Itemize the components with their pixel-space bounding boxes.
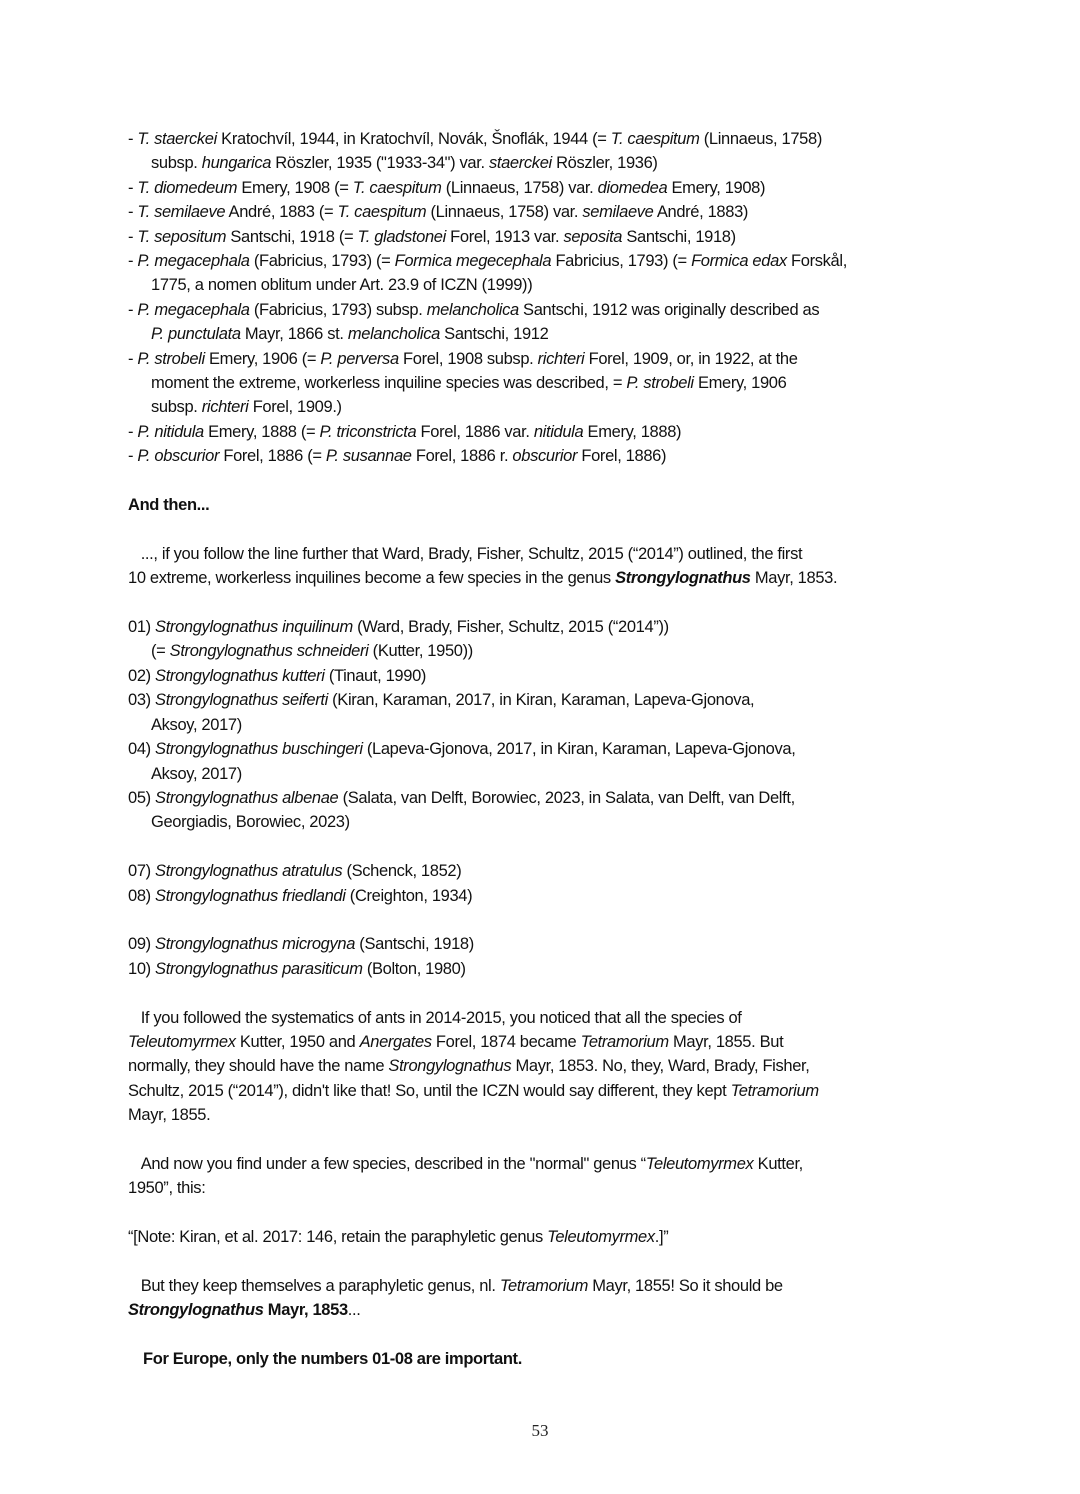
list-item: [128, 176, 958, 200]
taxon-name: Anergates: [359, 1032, 432, 1051]
document-page: [128, 127, 958, 1372]
taxon-name: Formica megecephala: [394, 252, 552, 271]
taxon-name: T. caespitum: [352, 178, 442, 197]
taxon-name: T. semilaeve: [137, 203, 226, 222]
text-line: [128, 1152, 958, 1176]
text-line: [128, 273, 958, 297]
text-run: -: [128, 422, 138, 441]
text-line: [128, 542, 958, 566]
text-run: Emery, 1906 (=: [204, 349, 321, 368]
text-run: -: [128, 227, 138, 246]
taxon-name: staerckei: [488, 154, 552, 173]
taxon-name: Strongylognathus inquilinum: [155, 618, 353, 637]
text-run: Kutter,: [753, 1154, 803, 1173]
taxon-name: Tetramorium: [499, 1276, 588, 1295]
text-run: Forskål,: [786, 252, 847, 271]
text-run: Kratochvíl, 1944, in Kratochvíl, Novák, Šnoflák, 1944 (=: [216, 130, 611, 148]
text-line: [128, 225, 958, 249]
taxon-name: melancholica: [426, 300, 519, 319]
text-run: (Santschi, 1918): [355, 935, 474, 954]
text-run: (Kiran, Karaman, 2017, in Kiran, Karaman, Lapeva-Gjonova,: [327, 691, 755, 710]
taxon-name: melancholica: [347, 325, 440, 344]
page-number: 53: [531, 1421, 549, 1440]
taxon-name: diomedea: [597, 178, 668, 197]
taxon-name: T. gladstonei: [357, 227, 446, 246]
list-item: [128, 615, 958, 664]
taxon-name: semilaeve: [582, 203, 654, 222]
text-run: -: [128, 252, 138, 271]
text-run: .: [833, 569, 838, 588]
text-line: [128, 762, 958, 786]
text-run: -: [128, 447, 138, 466]
text-run: But they keep themselves a paraphyletic genus, nl.: [128, 1276, 500, 1295]
list-item: [128, 688, 958, 737]
species-group: [128, 932, 958, 981]
text-run: Emery, 1888 (=: [203, 422, 320, 441]
text-line: [128, 1030, 958, 1054]
text-line: [128, 957, 958, 981]
text-run: Mayr, 1853: [750, 569, 833, 588]
paragraph-and-now: [128, 1152, 958, 1201]
text-run: André, 1883): [653, 203, 749, 222]
text-line: [128, 347, 958, 371]
paragraph-note: [128, 1225, 958, 1249]
text-run: (Tinaut, 1990): [324, 666, 427, 685]
text-run: Forel, 1874 became: [431, 1032, 581, 1051]
text-run: Forel, 1886 var.: [416, 422, 534, 441]
text-run: Röszler, 1935 ("1933-34") var.: [271, 154, 489, 173]
text-line: [128, 1298, 958, 1322]
text-run: Forel, 1908 subsp.: [398, 349, 538, 368]
text-run: -: [128, 130, 138, 148]
taxon-name: obscurior: [512, 447, 578, 466]
species-group: [128, 615, 958, 835]
text-line: [128, 395, 958, 419]
list-item: [128, 127, 958, 176]
taxon-name: P. susannae: [325, 447, 412, 466]
taxon-name: P. punctulata: [151, 325, 241, 344]
text-run: -: [128, 349, 138, 368]
text-run: Mayr, 1853: [263, 1301, 348, 1320]
taxon-name: richteri: [537, 349, 585, 368]
text-run: 02): [128, 666, 156, 685]
list-item: [128, 225, 958, 249]
taxon-name: P. obscurior: [137, 447, 220, 466]
taxon-name: P. perversa: [320, 349, 399, 368]
species-group: [128, 859, 958, 908]
text-line: [128, 1103, 958, 1127]
text-line: [128, 713, 958, 737]
list-item: [128, 957, 958, 981]
text-line: [128, 688, 958, 712]
text-run: 10): [128, 959, 156, 978]
text-run: Mayr, 1855.: [128, 1106, 211, 1125]
text-run: Mayr, 1855! So it should be: [587, 1276, 783, 1295]
text-run: Santschi, 1918): [622, 227, 736, 246]
text-run: (Fabricius, 1793) subsp.: [249, 300, 427, 319]
taxon-name: T. diomedeum: [137, 178, 238, 197]
taxon-name: Teleutomyrmex: [547, 1228, 655, 1247]
text-run: Schultz, 2015 (“2014”), didn't like that! So, until the ICZN would say different, they kept: [128, 1081, 731, 1100]
text-run: Emery, 1906: [693, 374, 787, 393]
taxon-name: Strongylognathus parasiticum: [155, 959, 363, 978]
text-run: Forel, 1909, or, in 1922, at the: [584, 349, 798, 368]
text-line: [128, 786, 958, 810]
text-run: Santschi, 1912: [439, 325, 549, 344]
text-run: .]”: [654, 1228, 669, 1247]
list-item: [128, 786, 958, 835]
text-run: Santschi, 1918 (=: [226, 227, 358, 246]
taxon-name: richteri: [201, 398, 249, 417]
list-item: [128, 664, 958, 688]
text-line: [128, 810, 958, 834]
text-line: [128, 371, 958, 395]
text-line: [128, 884, 958, 908]
text-run: Mayr, 1866 st.: [240, 325, 348, 344]
text-run: Fabricius, 1793) (=: [551, 252, 692, 271]
text-line: [128, 566, 958, 590]
text-run: (Bolton, 1980): [362, 959, 466, 978]
text-run: 10 extreme, workerless inquilines become a few species in the genus: [128, 569, 616, 588]
text-line: [128, 932, 958, 956]
text-run: (Fabricius, 1793) (=: [249, 252, 395, 271]
text-run: normally, they should have the name: [128, 1057, 389, 1076]
text-line: [128, 444, 958, 468]
text-run: Georgiadis, Borowiec, 2023): [151, 813, 350, 832]
text-line: [128, 200, 958, 224]
paragraph-systematics: [128, 1006, 958, 1128]
list-item: [128, 249, 958, 298]
text-line: [128, 1176, 958, 1200]
text-run: Forel, 1913 var.: [445, 227, 564, 246]
text-run: Aksoy, 2017): [151, 715, 242, 734]
heading-and-then: And then...: [128, 496, 210, 515]
text-line: [128, 1225, 958, 1249]
text-run: (Linnaeus, 1758): [699, 130, 822, 148]
text-run: 1950”, this:: [128, 1179, 206, 1198]
taxon-name: Teleutomyrmex: [645, 1154, 754, 1173]
list-item: [128, 737, 958, 786]
text-line: [128, 1054, 958, 1078]
taxon-name: Tetramorium: [730, 1081, 819, 1100]
text-run: Emery, 1888): [583, 422, 682, 441]
list-item: [128, 884, 958, 908]
taxon-name: Teleutomyrmex: [128, 1032, 236, 1051]
intro-paragraph: [128, 542, 958, 591]
text-line: [128, 615, 958, 639]
text-run: Mayr, 1855. But: [668, 1032, 784, 1051]
text-run: Aksoy, 2017): [151, 764, 242, 783]
text-run: -: [128, 203, 138, 222]
taxon-name: Strongylognathus albenae: [155, 788, 339, 807]
text-run: If you followed the systematics of ants in 2014-2015, you noticed that all the species of: [128, 1008, 742, 1027]
text-run: (Salata, van Delft, Borowiec, 2023, in Salata, van Delft, van Delft,: [338, 788, 795, 807]
text-run: Santschi, 1912 was originally described as: [518, 300, 820, 319]
text-run: (Kutter, 1950)): [368, 642, 473, 661]
taxon-name: Strongylognathus: [128, 1301, 264, 1320]
text-run: “[Note: Kiran, et al. 2017: 146, retain the paraphyletic genus: [128, 1228, 548, 1247]
text-line: [128, 1079, 958, 1103]
list-item: [128, 932, 958, 956]
text-line: [128, 664, 958, 688]
taxon-name: P. strobeli: [626, 374, 694, 393]
text-line: [128, 1274, 958, 1298]
taxon-name: T. staerckei: [137, 130, 217, 148]
text-run: 07): [128, 862, 156, 881]
text-run: -: [128, 178, 138, 197]
taxon-name: seposita: [563, 227, 623, 246]
text-line: [128, 298, 958, 322]
taxon-name: Tetramorium: [580, 1032, 669, 1051]
taxon-name: T. caespitum: [337, 203, 427, 222]
text-run: ..., if you follow the line further that Ward, Brady, Fisher, Schultz, 2015 (“2014”) outlined, the first: [128, 544, 803, 563]
text-run: (Creighton, 1934): [345, 886, 473, 905]
text-run: Röszler, 1936): [551, 154, 658, 173]
text-run: -: [128, 300, 138, 319]
taxon-name: T. sepositum: [137, 227, 227, 246]
text-run: (Schenck, 1852): [342, 862, 462, 881]
taxon-name: hungarica: [201, 154, 272, 173]
taxon-name: P. strobeli: [137, 349, 205, 368]
text-run: 04): [128, 740, 156, 759]
text-line: [128, 127, 958, 151]
taxon-name: P. nitidula: [137, 422, 204, 441]
text-run: Kutter, 1950 and: [235, 1032, 360, 1051]
taxon-name: nitidula: [533, 422, 584, 441]
text-run: subsp.: [151, 398, 202, 417]
taxon-name: Strongylognathus friedlandi: [155, 886, 346, 905]
text-run: Emery, 1908 (=: [237, 178, 353, 197]
taxon-name: Formica edax: [691, 252, 787, 271]
list-item: [128, 298, 958, 347]
text-line: [128, 249, 958, 273]
text-run: Forel, 1886): [577, 447, 667, 466]
taxon-name: Strongylognathus buschingeri: [155, 740, 363, 759]
text-run: And now you find under a few species, described in the "normal" genus “: [128, 1154, 646, 1173]
text-run: moment the extreme, workerless inquiline species was described, =: [151, 374, 627, 393]
text-run: André, 1883 (=: [225, 203, 338, 222]
text-line: [128, 737, 958, 761]
taxon-name: Strongylognathus: [615, 569, 751, 588]
text-line: [128, 859, 958, 883]
text-line: [128, 1006, 958, 1030]
text-run: (Lapeva-Gjonova, 2017, in Kiran, Karaman, Lapeva-Gjonova,: [362, 740, 796, 759]
text-run: 09): [128, 935, 156, 954]
text-line: [128, 420, 958, 444]
synonym-list: [128, 127, 958, 469]
text-run: (=: [151, 642, 170, 661]
taxon-name: Strongylognathus atratulus: [155, 862, 343, 881]
taxon-name: Strongylognathus kutteri: [155, 666, 325, 685]
text-run: 05): [128, 788, 156, 807]
taxon-name: Strongylognathus microgyna: [155, 935, 356, 954]
text-run: Forel, 1886 r.: [411, 447, 513, 466]
paragraph-but: [128, 1274, 958, 1323]
text-line: [128, 322, 958, 346]
text-run: ...: [347, 1301, 361, 1320]
species-list: [128, 615, 958, 981]
text-run: (Ward, Brady, Fisher, Schultz, 2015 (“2014”)): [352, 618, 669, 637]
closing-statement: For Europe, only the numbers 01-08 are important.: [143, 1350, 522, 1369]
list-item: [128, 420, 958, 444]
taxon-name: Strongylognathus schneideri: [169, 642, 369, 661]
list-item: [128, 859, 958, 883]
text-run: 01): [128, 618, 156, 637]
text-line: [128, 639, 958, 663]
text-line: [128, 176, 958, 200]
taxon-name: P. megacephala: [137, 300, 250, 319]
text-run: (Linnaeus, 1758) var.: [426, 203, 583, 222]
text-run: Forel, 1886 (=: [219, 447, 326, 466]
taxon-name: P. triconstricta: [319, 422, 417, 441]
taxon-name: Strongylognathus seiferti: [155, 691, 328, 710]
list-item: [128, 200, 958, 224]
taxon-name: T. caespitum: [610, 130, 700, 148]
taxon-name: Strongylognathus: [388, 1057, 512, 1076]
text-run: Emery, 1908): [667, 178, 766, 197]
list-item: [128, 444, 958, 468]
text-run: 08): [128, 886, 156, 905]
text-run: 1775, a nomen oblitum under Art. 23.9 of ICZN (1999)): [151, 276, 533, 295]
taxon-name: P. megacephala: [137, 252, 250, 271]
list-item: [128, 347, 958, 420]
text-run: subsp.: [151, 154, 202, 173]
text-run: 03): [128, 691, 156, 710]
text-run: Forel, 1909.): [248, 398, 342, 417]
text-run: Mayr, 1853. No, they, Ward, Brady, Fisher,: [511, 1057, 810, 1076]
text-run: (Linnaeus, 1758) var.: [441, 178, 598, 197]
text-line: [128, 151, 958, 175]
